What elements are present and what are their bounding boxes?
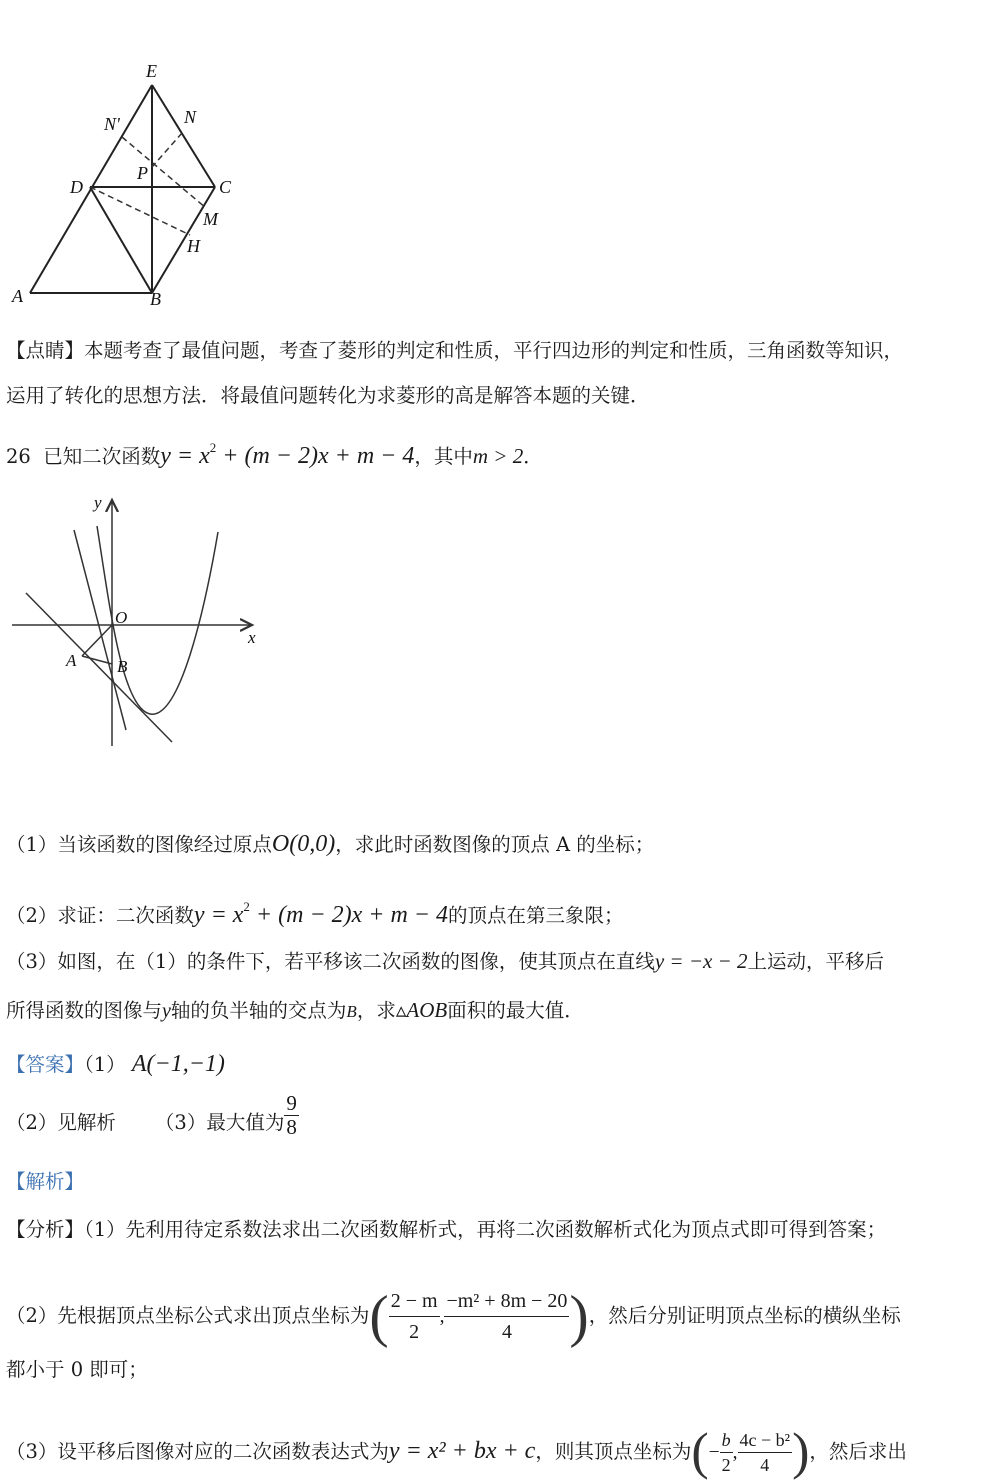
cond-suffix: ． bbox=[523, 445, 543, 468]
part-1-suffix: ，求此时函数图像的顶点 A 的坐标； bbox=[335, 833, 655, 856]
cond-math: m > 2 bbox=[472, 444, 524, 468]
label-m: M bbox=[203, 209, 218, 229]
dashed-n-prime-m bbox=[122, 137, 206, 208]
s2-frac1-num: 2 − m bbox=[390, 1290, 438, 1312]
label-o: O bbox=[115, 608, 128, 627]
dashed-n-p bbox=[152, 133, 182, 167]
answer-line-2 bbox=[6, 1091, 981, 1139]
part-1 bbox=[6, 830, 981, 859]
func-eq: = x bbox=[170, 443, 210, 469]
s3-frac2-num: 4c − b² bbox=[739, 1430, 791, 1450]
label-n: N bbox=[184, 107, 197, 127]
part-3-triangle: ▵AOB bbox=[395, 998, 448, 1022]
analysis-s3-suffix: ，然后求出 bbox=[809, 1440, 907, 1463]
label-e: E bbox=[146, 61, 157, 81]
analysis-step-2: （2）先根据顶点坐标公式求出顶点坐标为( $\frac{2 - m}{2}$ , $\frac{\text{−m² + 8m − 20}}{4}$ )，然后分别证明顶点坐标的横纵坐标 bbox=[6, 1283, 901, 1349]
part-3-math: y = −x − 2 bbox=[654, 949, 748, 973]
part-3-suffix: 上运动，平移后 bbox=[747, 950, 884, 973]
question-26-stem bbox=[6, 434, 981, 471]
part-1-prefix: （1）当该函数的图像经过原点 bbox=[6, 833, 272, 856]
part-2-math-rest: + (m − 2)x + m − 4 bbox=[249, 902, 449, 928]
fenxi-tag: 【分析】 bbox=[6, 1218, 85, 1241]
part-3-y: y bbox=[162, 1000, 171, 1022]
analysis-s2-line2: 都小于 0 即可； bbox=[6, 1358, 148, 1381]
part-3-line-1 bbox=[6, 947, 981, 976]
s3-frac2-den: 4 bbox=[738, 1452, 793, 1477]
analysis-s3-prefix: （3）设平移后图像对应的二次函数表达式为 bbox=[6, 1440, 389, 1463]
rhombus-figure bbox=[0, 55, 260, 315]
analysis-tag: 【解析】 bbox=[6, 1170, 85, 1193]
part-2-math-y: y = x bbox=[193, 902, 244, 928]
part-3-prefix: （3）如图，在（1）的条件下，若平移该二次函数的图像，使其顶点在直线 bbox=[6, 950, 655, 973]
analysis-s3-frac-1 bbox=[720, 1428, 733, 1477]
s2-frac2-num: −m² + 8m − 20 bbox=[446, 1290, 568, 1312]
analysis-s3-frac-2 bbox=[738, 1428, 793, 1477]
func-rest: + (m − 2)x + m − 4 bbox=[216, 443, 415, 469]
analysis-s1: （1）先利用待定系数法求出二次函数解析式，再将二次函数解析式化为顶点式即可得到答案； bbox=[84, 1218, 887, 1241]
part-2-math-exp: 2 bbox=[243, 899, 250, 914]
answer-3-denominator: 8 bbox=[286, 1115, 297, 1139]
part-3-line-2 bbox=[6, 996, 981, 1026]
analysis-step-2-cont bbox=[6, 1356, 981, 1384]
part-2-suffix: 的顶点在第三象限； bbox=[448, 904, 624, 927]
comment-text-1: 本题考查了最值问题，考查了菱形的判定和性质，平行四边形的判定和性质，三角函数等知识， bbox=[84, 339, 904, 362]
parabola-figure bbox=[0, 488, 280, 758]
analysis-s3-math: y = x² + bx + c bbox=[388, 1438, 536, 1464]
label-b: B bbox=[150, 289, 161, 309]
question-number: 26 bbox=[6, 445, 31, 468]
answer-3-prefix: （3）最大值为 bbox=[154, 1111, 285, 1134]
label-y: y bbox=[94, 493, 102, 512]
comment-line-1 bbox=[6, 337, 981, 365]
analysis-step-3: （3）设平移后图像对应的二次函数表达式为y = x² + bx + c，则其顶点坐标为(− $\frac{b}{2}$ , $\frac{\text{4c − b²}}{4}$ )，然后求出 bbox=[6, 1423, 907, 1481]
func-exp: 2 bbox=[209, 440, 217, 455]
label-p: P bbox=[137, 163, 148, 183]
answer-3-numerator: 9 bbox=[286, 1091, 297, 1115]
part-2 bbox=[6, 893, 981, 930]
answer-line-1 bbox=[6, 1050, 981, 1079]
part-1-math: O(0,0) bbox=[271, 831, 336, 857]
question-intro: 已知二次函数 bbox=[43, 445, 161, 468]
label-b: B bbox=[117, 657, 128, 676]
segment-ec bbox=[152, 85, 215, 187]
label-n-prime: N' bbox=[104, 114, 120, 134]
answer-1-math: A(−1,−1) bbox=[131, 1051, 225, 1077]
s3-frac1-den: 2 bbox=[720, 1452, 733, 1477]
segment-db bbox=[90, 187, 152, 293]
part-3-text-c: ，求 bbox=[356, 999, 396, 1022]
analysis-step-1 bbox=[6, 1216, 981, 1244]
comment-line-2 bbox=[6, 382, 981, 410]
analysis-s3-mid: ，则其顶点坐标为 bbox=[535, 1440, 692, 1463]
analysis-s2-prefix: （2）先根据顶点坐标公式求出顶点坐标为 bbox=[6, 1304, 370, 1327]
s2-frac2-den: 4 bbox=[444, 1316, 569, 1347]
part-3-text-d: 面积的最大值． bbox=[447, 999, 584, 1022]
line-through-a bbox=[74, 530, 126, 730]
label-a: A bbox=[66, 651, 77, 670]
segment-cb bbox=[152, 187, 215, 293]
label-d: D bbox=[70, 177, 83, 197]
part-3-text-a: 所得函数的图像与 bbox=[6, 999, 163, 1022]
label-h: H bbox=[187, 236, 200, 256]
part-3-b: B bbox=[346, 1002, 357, 1021]
analysis-s2-frac-2 bbox=[444, 1286, 569, 1347]
answer-3-fraction bbox=[284, 1092, 299, 1139]
comment-text-2: 运用了转化的思想方法．将最值问题转化为求菱形的高是解答本题的关键． bbox=[6, 384, 650, 407]
segment-ao bbox=[82, 625, 112, 656]
answer-2: （2）见解析 bbox=[6, 1111, 116, 1134]
s2-frac1-den: 2 bbox=[389, 1316, 440, 1347]
cond-prefix: ，其中 bbox=[414, 445, 473, 468]
comment-tag: 【点睛】 bbox=[6, 339, 85, 362]
label-a: A bbox=[12, 286, 23, 306]
func-y: y bbox=[160, 443, 171, 469]
part-3-text-b: 轴的负半轴的交点为 bbox=[170, 999, 347, 1022]
part-2-prefix: （2）求证：二次函数 bbox=[6, 904, 194, 927]
line-tangent bbox=[26, 593, 172, 742]
answer-tag: 【答案】 bbox=[6, 1053, 85, 1076]
analysis-s2-suffix: ，然后分别证明顶点坐标的横纵坐标 bbox=[588, 1304, 901, 1327]
s3-frac1-num: b bbox=[721, 1430, 731, 1450]
analysis-s2-frac-1 bbox=[389, 1286, 440, 1347]
analysis-tag-line bbox=[6, 1168, 981, 1196]
label-c: C bbox=[219, 177, 232, 197]
label-x: x bbox=[248, 628, 256, 647]
answer-1-prefix: （1） bbox=[84, 1053, 126, 1076]
